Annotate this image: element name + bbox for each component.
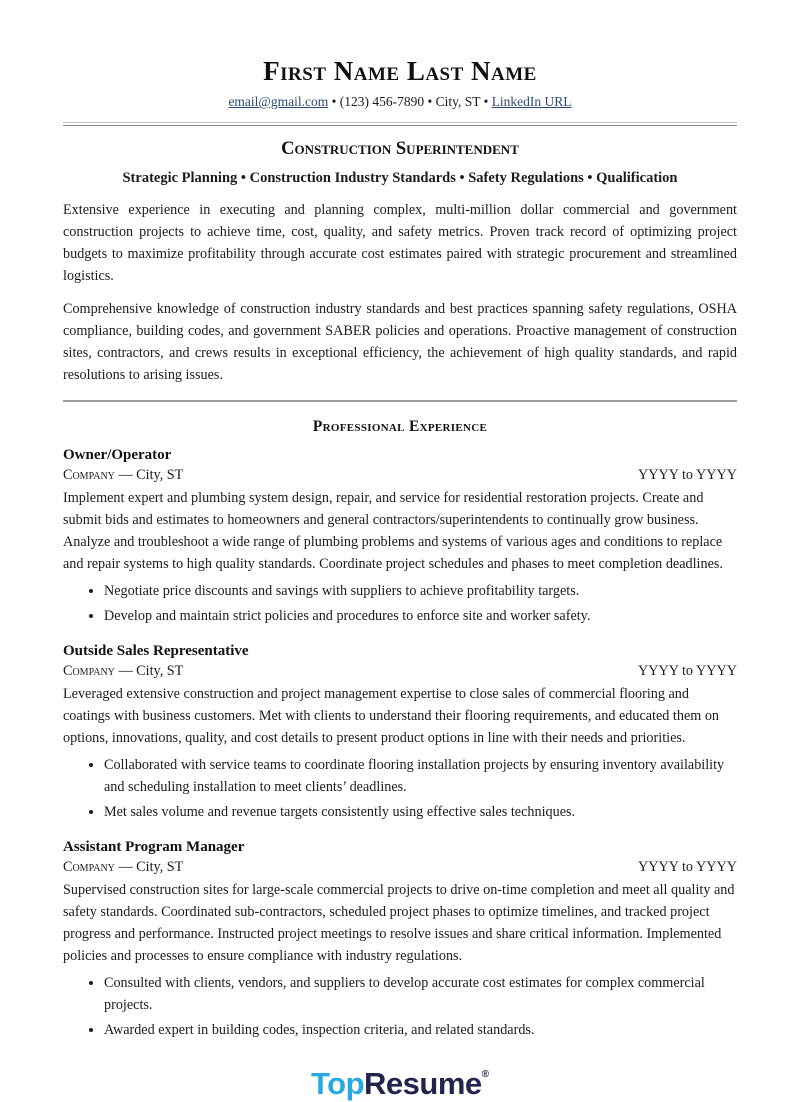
job-title: Outside Sales Representative [63,643,249,659]
job-bullet: • Negotiate price discounts and savings with suppliers to achieve profitability targets. [104,580,737,602]
experience-section-heading: Professional Experience [312,418,488,435]
company-separator: — [114,859,137,875]
phone-number: (123) 456-7890 [339,94,425,109]
header-divider [63,122,737,126]
company-location: City, ST [136,663,184,679]
candidate-name: First Name Last Name [263,56,537,86]
company-row [63,465,737,485]
logo-text-top: Top [311,1066,365,1101]
company-row [63,857,737,877]
registered-trademark-icon: ® [481,1069,489,1080]
job-description: Implement expert and plumbing system design, repair, and service for residential restoration projects. Create and submit bids and estimates to homeowners and general contractors/superintendents to continually grow business. Analyze and troubleshoot a wide range of plumbing problems and systems of various ages and conditions to replace and repair systems to high quality standards. Coordinate project schedules and phases to meet completion deadlines. [63,490,723,572]
job-title: Owner/Operator [63,447,172,463]
job-description: Supervised construction sites for large-scale commercial projects to drive on-time completion and meet all quality and safety standards. Coordinated sub-contractors, scheduled project phases to optimize timelines, and tracked project progress and performance. Instructed project meetings to resolve issues and share critical information. Implemented policies and processes to ensure compliance with industry regulations. [63,882,735,964]
contact-line [63,93,737,110]
company-name: Company [63,859,115,875]
company-separator: — [114,663,137,679]
company-separator: — [114,467,137,483]
job-bullet: • Collaborated with service teams to coordinate flooring installation projects by ensuring inventory availability and scheduling installation to meet clients’ deadlines. [104,754,737,798]
skills-keywords-line: Strategic Planning • Construction Industry Standards • Safety Regulations • Qualification [122,170,678,186]
company-name: Company [63,467,115,483]
job-bullet: • Develop and maintain strict policies and procedures to enforce site and worker safety. [104,605,737,627]
company-row [63,661,737,681]
company-and-location [63,465,183,485]
job-entry [63,641,737,823]
topresume-logo [63,1057,737,1102]
contact-separator: • [480,94,492,109]
job-dates: YYYY to YYYY [637,467,737,483]
job-bullet-list [63,580,737,627]
job-dates: YYYY to YYYY [637,663,737,679]
job-entry [63,445,737,627]
contact-separator: • [424,94,436,109]
company-location: City, ST [136,859,184,875]
company-name: Company [63,663,115,679]
company-and-location [63,661,183,681]
summary-paragraph: Extensive experience in executing and planning complex, multi-million dollar commercial and government construction projects to achieve time, cost, quality, and safety metrics. Proven track record of optimizing project budgets to maximize profitability through accurate cost estimates paired with strategic procurement and streamlined logistics. [63,202,737,284]
section-divider [63,400,737,402]
company-location: City, ST [136,467,184,483]
email-link[interactable]: email@gmail.com [228,94,329,109]
job-bullet-list [63,972,737,1041]
job-dates: YYYY to YYYY [637,859,737,875]
resume-title: Construction Superintendent [281,139,519,159]
job-bullet: • Met sales volume and revenue targets consistently using effective sales techniques. [104,801,737,823]
location-text: City, ST [435,94,481,109]
logo-text-resume: Resume [364,1066,482,1101]
summary-paragraph: Comprehensive knowledge of construction industry standards and best practices spanning safety regulations, OSHA compliance, building codes, and government SABER policies and operations. Proactive management of construction sites, contractors, and crews results in exceptional efficiency, the achievement of high quality standards, and rapid resolutions to arising issues. [63,301,737,383]
job-bullet-list [63,754,737,823]
job-bullet: • Consulted with clients, vendors, and suppliers to develop accurate cost estimates for complex commercial projects. [104,972,737,1016]
job-title: Assistant Program Manager [63,839,245,855]
summary-section [63,199,737,386]
company-and-location [63,857,183,877]
job-bullet: • Awarded expert in building codes, inspection criteria, and related standards. [104,1019,737,1041]
job-entry [63,837,737,1041]
linkedin-link[interactable]: LinkedIn URL [491,94,572,109]
contact-separator: • [328,94,340,109]
job-description: Leveraged extensive construction and project management expertise to close sales of commercial flooring and coatings with business customers. Met with clients to understand their flooring requirements, and educated them on options, innovations, quality, and cost details to present product options in line with their needs and priorities. [63,686,720,746]
